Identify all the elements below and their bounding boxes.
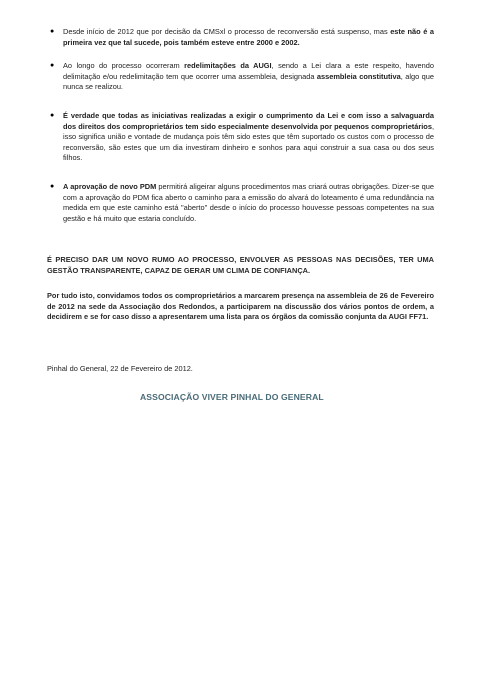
bullet-text: [63, 27, 434, 48]
bullet-bold-text: redelimitações da AUGI: [184, 61, 272, 70]
bullet-item-pdm: [50, 182, 434, 224]
bullet-outro-text: , algo que nunca se realizou.: [63, 71, 434, 92]
bullet-outro-text: permitirá aligeirar alguns procedimentos mas criará outras obrigações. Dizer-se que com a aprovação do PDM fica aberto o caminho para a emissão do alvará do loteamento é uma redundância na medida em que este caminho está "aberto" desde o início do processo houvesse pessoas competentes na sua gestão e há muito que estaria concluído.: [63, 182, 434, 223]
bullet-text: [63, 182, 434, 224]
bullet-bold-text: este não é a primeira vez que tal sucede, pois também esteve entre 2000 e 2002.: [63, 27, 434, 47]
bullet-bold-text: A aprovação de novo PDM: [63, 182, 157, 191]
bullet-intro-text: Ao longo do processo ocorreram: [63, 61, 185, 70]
bullet-icon: ●: [50, 28, 55, 35]
bullet-intro-text: Desde início de 2012 que por decisão da CMSxl o processo de reconversão está suspenso, mas: [63, 27, 391, 36]
bullet-outro-text: , isso significa união e vontade de mudança pois têm sido estes que têm suportado os custos com o processo de reconversão, são estes que um dia investiram dinheiro e sonhos para aqui construir a sua casa ou dos seus filhos.: [63, 121, 434, 163]
bullet-text: [63, 61, 434, 93]
call-to-action: É PRECISO DAR UM NOVO RUMO AO PROCESSO, ENVOLVER AS PESSOAS NAS DECISÕES, TER UMA GESTÃO TRANSPARENTE, CAPAZ DE GERAR UM CLIMA DE CONFIANÇA.: [47, 255, 434, 275]
bullet-item-redelimitation: [50, 61, 434, 93]
bullet-bold-text: assembleia constitutiva: [316, 71, 401, 81]
bullet-text: [63, 111, 434, 164]
signature-association: ASSOCIAÇÃO VIVER PINHAL DO GENERAL: [140, 392, 324, 402]
bullet-icon: ●: [50, 112, 55, 119]
bullet-item-initiatives: [50, 111, 434, 164]
bullet-middle-text: , sendo a Lei clara a este respeito, havendo delimitação e/ou redelimitação tem que ocorrer uma assembleia, designada: [63, 61, 434, 81]
bullet-item-suspension: [50, 27, 434, 48]
bullet-icon: ●: [50, 62, 55, 69]
bullet-icon: ●: [50, 183, 55, 190]
closing-paragraph: Por tudo isto, convidamos todos os comproprietários a marcarem presença na assembleia de 26 de Fevereiro de 2012 na sede da Associação dos Redondos, a participarem na discussão dos vários pontos de ordem, a decidirem e se for caso disso a apresentarem uma lista para os órgãos da comissão conjunta da AUGI FF71.: [47, 291, 434, 322]
bullet-bold-text: É verdade que todas as iniciativas realizadas a exigir o cumprimento da Lei e com isso a salvaguarda dos direitos dos comproprietários tem sido especialmente desenvolvida por pequenos comproprietários: [63, 111, 434, 131]
date-line: Pinhal do General, 22 de Fevereiro de 2012.: [47, 364, 193, 373]
